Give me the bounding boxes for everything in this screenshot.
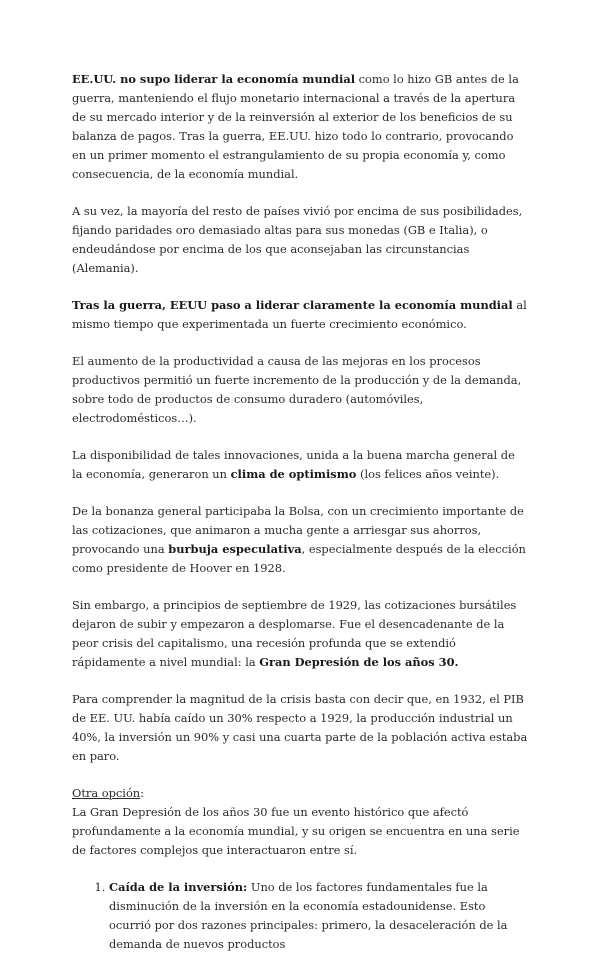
paragraph-5 bbox=[72, 446, 528, 484]
other-option-heading bbox=[72, 784, 528, 803]
other-option-label: Otra opción bbox=[72, 786, 141, 800]
paragraph-5-bold: clima de optimismo bbox=[230, 467, 357, 481]
paragraph-2 bbox=[72, 202, 528, 278]
paragraph-7-before: Sin embargo, a principios de septiembre de 1929, las cotizaciones bursátiles dejaron de subir y empezaron a desplomarse. Fue el desencadenante de la peor crisis del capitalismo, una recesión profunda que se extendió rápidamente a nivel mundial: la bbox=[72, 598, 517, 669]
other-option-text: La Gran Depresión de los años 30 fue un evento histórico que afectó profundamente a la economía mundial, y su origen se encuentra en una serie de factores complejos que interactuaron entre sí. bbox=[72, 805, 520, 857]
paragraph-8 bbox=[72, 690, 528, 766]
list-item-1-text: Uno de los factores fundamentales fue la disminución de la inversión en la economía estadounidense. Esto ocurrió por dos razones principales: primero, la desaceleración de la demanda de nuevos productos bbox=[109, 880, 508, 951]
paragraph-3-text: al mismo tiempo que experimentada un fuerte crecimiento económico. bbox=[72, 298, 527, 331]
paragraph-4 bbox=[72, 352, 528, 428]
list-item-1-bold: Caída de la inversión: bbox=[109, 880, 248, 894]
other-option-suffix: : bbox=[140, 786, 144, 800]
paragraph-5-before: La disponibilidad de tales innovaciones, unida a la buena marcha general de la economía, generaron un bbox=[72, 448, 515, 481]
paragraph-7 bbox=[72, 596, 528, 672]
paragraph-3 bbox=[72, 296, 528, 334]
paragraph-8-text: Para comprender la magnitud de la crisis basta con decir que, en 1932, el PIB de EE. UU. había caído un 30% respecto a 1929, la producción industrial un 40%, la inversión un 90% y casi una cuarta parte de la población activa estaba en paro. bbox=[72, 692, 528, 763]
paragraph-6-before: De la bonanza general participaba la Bolsa, con un crecimiento importante de las cotizaciones, que animaron a mucha gente a arriesgar sus ahorros, provocando una bbox=[72, 504, 524, 556]
paragraph-1 bbox=[72, 70, 528, 184]
paragraph-5-after: (los felices años veinte). bbox=[356, 467, 500, 481]
paragraph-6-bold: burbuja especulativa bbox=[168, 542, 302, 556]
document-page bbox=[72, 70, 528, 954]
paragraph-7-bold: Gran Depresión de los años 30. bbox=[259, 655, 459, 669]
paragraph-2-text: A su vez, la mayoría del resto de países vivió por encima de sus posibilidades, fijando paridades oro demasiado altas para sus monedas (GB e Italia), o endeudándose por encima de los que aconsejaban las circunstancias (Alemania). bbox=[72, 204, 523, 275]
paragraph-1-bold: EE.UU. no supo liderar la economía mundial bbox=[72, 72, 356, 86]
list-item bbox=[109, 878, 528, 954]
paragraph-4-text: El aumento de la productividad a causa de las mejoras en los procesos productivos permitió un fuerte incremento de la producción y de la demanda, sobre todo de productos de consumo duradero (automóviles, electrodomésticos…). bbox=[72, 354, 522, 425]
factors-list bbox=[72, 878, 528, 954]
paragraph-3-bold: Tras la guerra, EEUU paso a liderar claramente la economía mundial bbox=[72, 298, 513, 312]
other-option-paragraph bbox=[72, 803, 528, 860]
paragraph-6-after: , especialmente después de la elección como presidente de Hoover en 1928. bbox=[72, 542, 526, 575]
paragraph-1-text: como lo hizo GB antes de la guerra, manteniendo el flujo monetario internacional a través de la apertura de su mercado interior y de la reinversión al exterior de los beneficios de su balanza de pagos. Tras la guerra, EE.UU. hizo todo lo contrario, provocando en un primer momento el estrangulamiento de su propia economía y, como consecuencia, de la economía mundial. bbox=[72, 72, 519, 181]
paragraph-6 bbox=[72, 502, 528, 578]
